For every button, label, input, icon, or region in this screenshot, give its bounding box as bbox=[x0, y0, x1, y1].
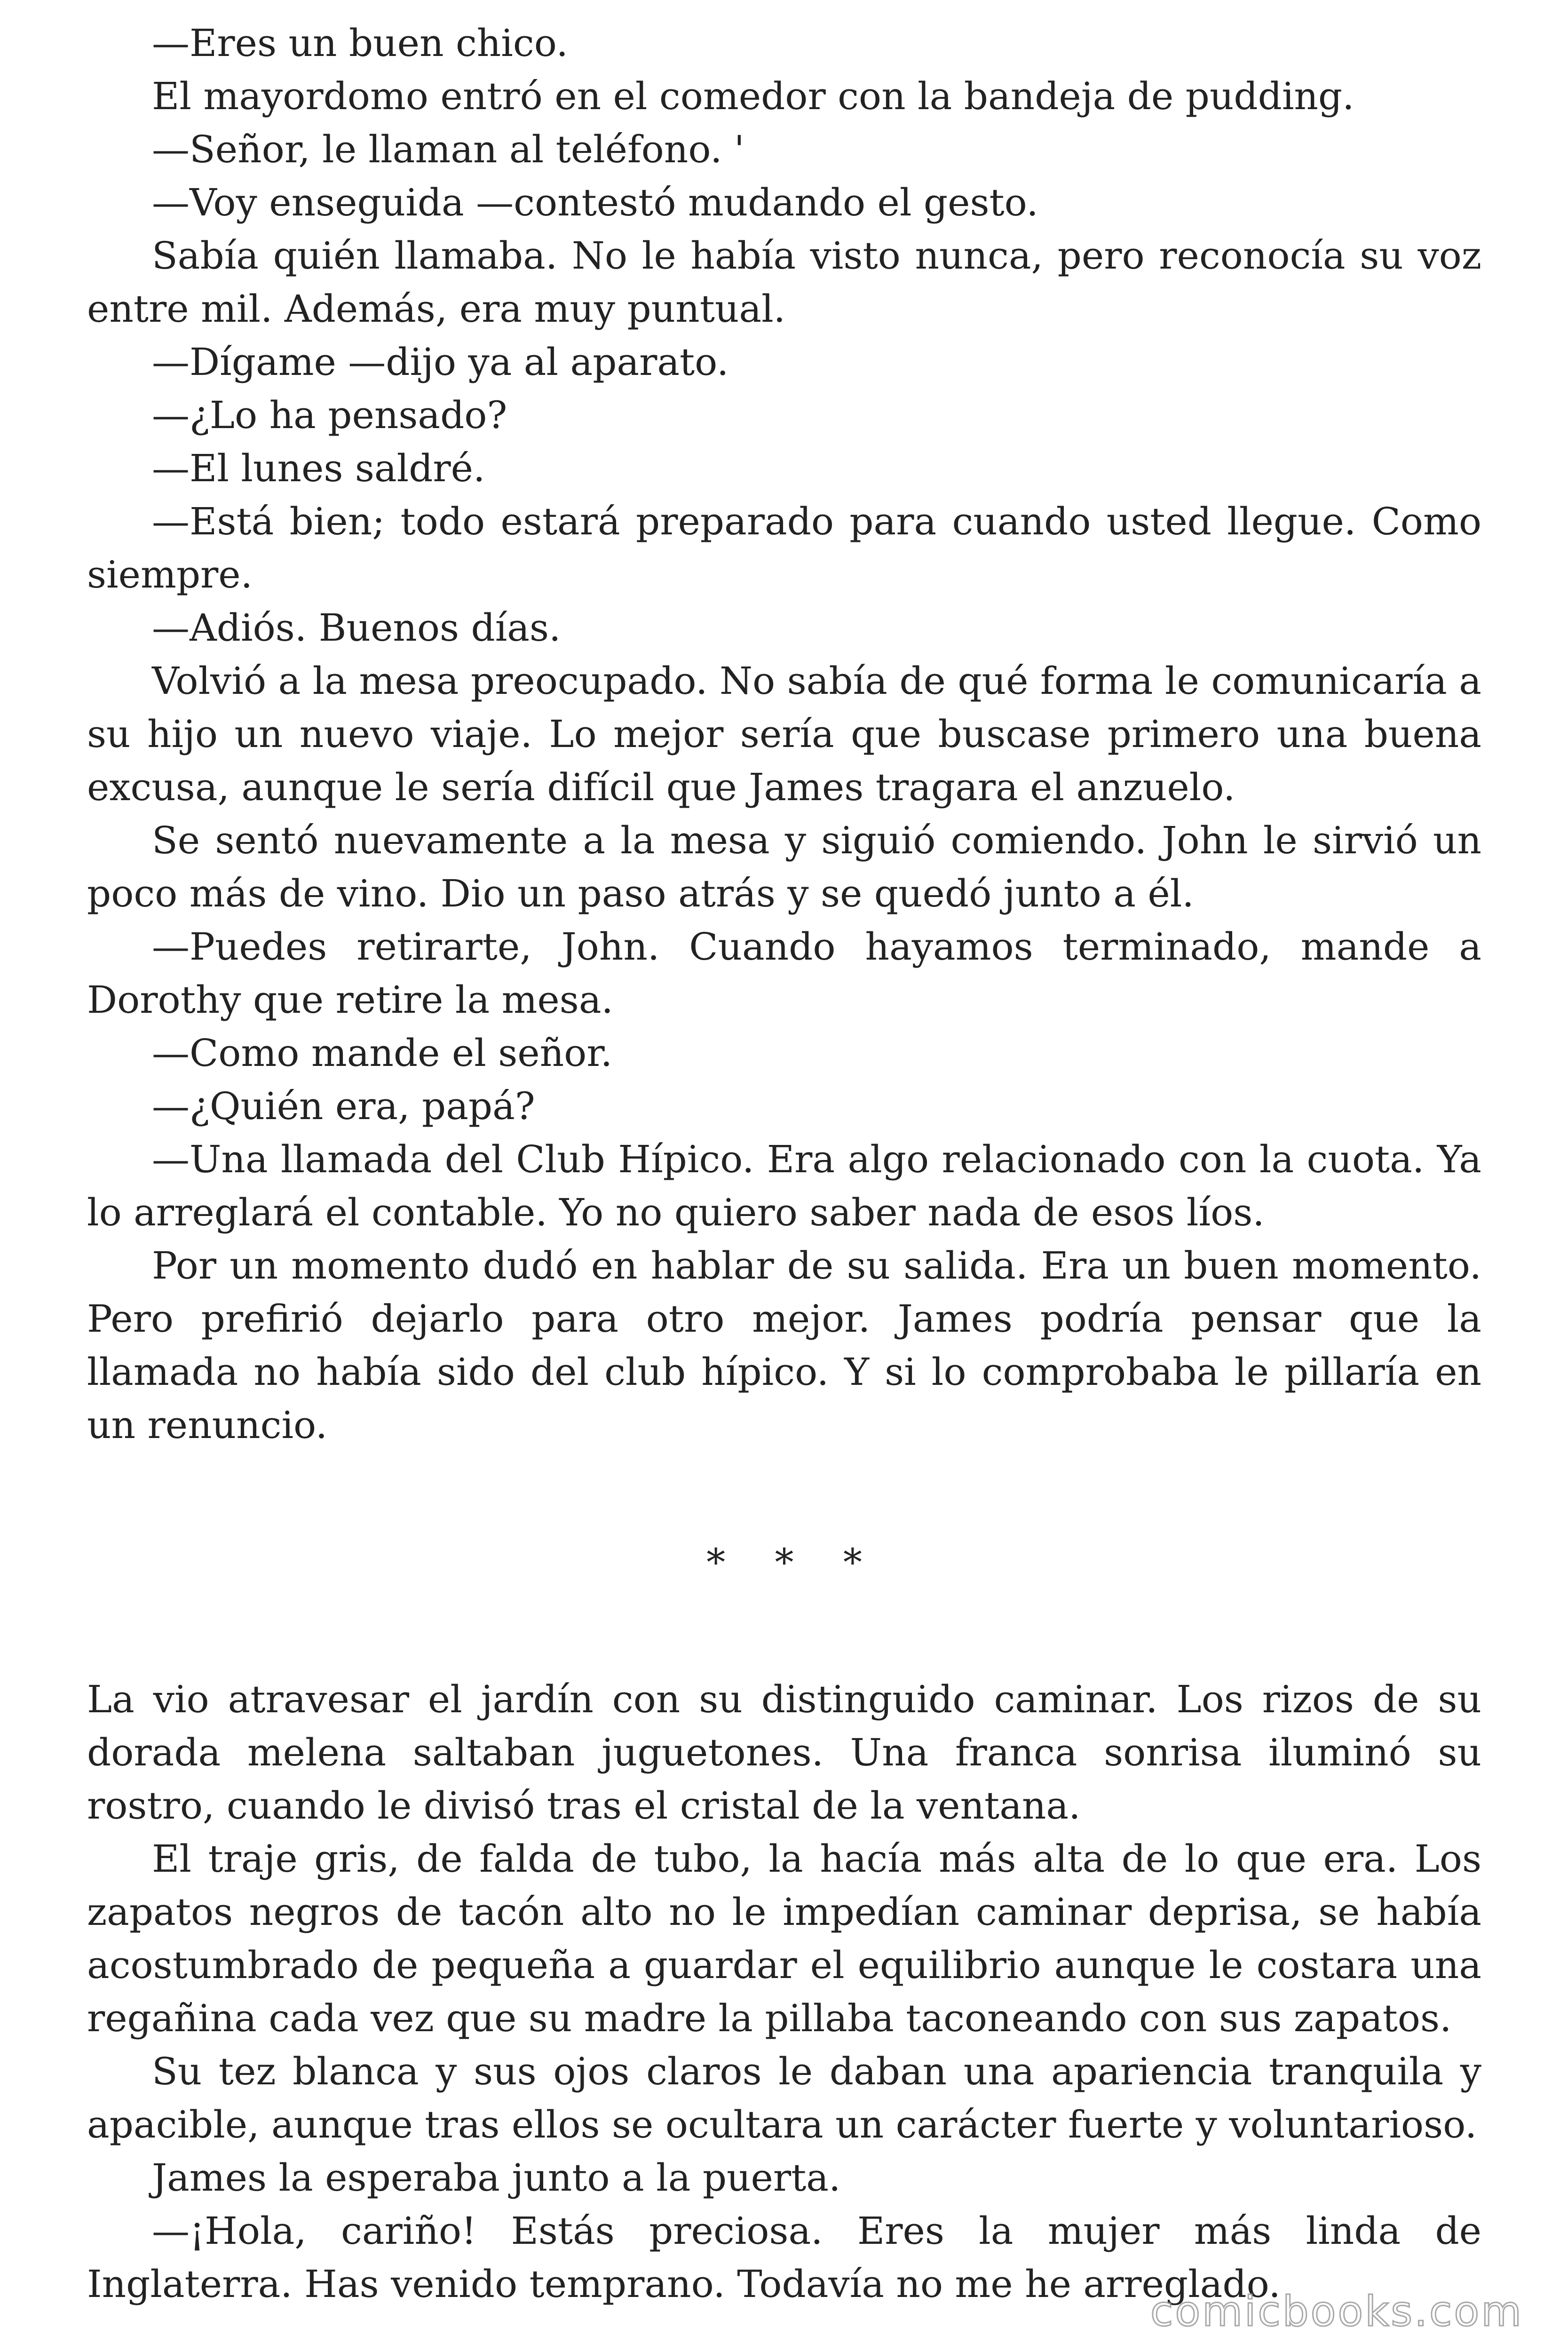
paragraph: —¡Hola, cariño! Estás preciosa. Eres la mujer más linda de Inglaterra. Has venido temprano. Todavía no me he arreglado. bbox=[87, 2209, 1481, 2306]
paragraph: —Está bien; todo estará preparado para cuando usted llegue. Como siempre. bbox=[87, 500, 1481, 596]
section-after bbox=[87, 1673, 1481, 2311]
section-separator: * * * bbox=[706, 1540, 881, 1584]
paragraph: Por un momento dudó en hablar de su salida. Era un buen momento. Pero prefirió dejarlo para otro mejor. James podría pensar que la llamada no había sido del club hípico. Y si lo comprobaba le pillaría en un renuncio. bbox=[87, 1244, 1481, 1447]
paragraph: James la esperaba junto a la puerta. bbox=[152, 2156, 841, 2200]
paragraph: —Como mande el señor. bbox=[152, 1031, 613, 1075]
paragraph: Sabía quién llamaba. No le había visto nunca, pero reconocía su voz entre mil. Además, era muy puntual. bbox=[87, 234, 1481, 331]
paragraph: —Adiós. Buenos días. bbox=[152, 606, 561, 650]
watermark-logo: comicbooks.com bbox=[1150, 2287, 1523, 2336]
paragraph: Su tez blanca y sus ojos claros le daban una apariencia tranquila y apacible, aunque tras ellos se ocultara un carácter fuerte y voluntarioso. bbox=[87, 2050, 1481, 2146]
paragraph: —Señor, le llaman al teléfono. ' bbox=[152, 127, 744, 171]
paragraph: —¿Quién era, papá? bbox=[152, 1084, 535, 1128]
paragraph: —Voy enseguida —contestó mudando el gesto. bbox=[152, 181, 1038, 224]
section-before bbox=[87, 16, 1481, 1452]
paragraph: La vio atravesar el jardín con su distinguido caminar. Los rizos de su dorada melena saltaban juguetones. Una franca sonrisa iluminó su rostro, cuando le divisó tras el cristal de la ventana. bbox=[87, 1677, 1481, 1828]
paragraph: —Dígame —dijo ya al aparato. bbox=[152, 340, 729, 384]
paragraph: —Eres un buen chico. bbox=[152, 21, 568, 65]
paragraph: —El lunes saldré. bbox=[152, 446, 485, 490]
paragraph: —Una llamada del Club Hípico. Era algo relacionado con la cuota. Ya lo arreglará el contable. Yo no quiero saber nada de esos líos. bbox=[87, 1137, 1481, 1234]
document-page bbox=[87, 16, 1481, 2311]
paragraph: Volvió a la mesa preocupado. No sabía de qué forma le comunicaría a su hijo un nuevo viaje. Lo mejor sería que buscase primero una buena excusa, aunque le sería difícil que James tragara el anzuelo. bbox=[87, 659, 1481, 809]
paragraph: Se sentó nuevamente a la mesa y siguió comiendo. John le sirvió un poco más de vino. Dio un paso atrás y se quedó junto a él. bbox=[87, 818, 1481, 915]
paragraph: El mayordomo entró en el comedor con la bandeja de pudding. bbox=[152, 74, 1354, 118]
paragraph: —Puedes retirarte, John. Cuando hayamos terminado, mande a Dorothy que retire la mesa. bbox=[87, 925, 1481, 1022]
paragraph: —¿Lo ha pensado? bbox=[152, 393, 507, 437]
paragraph: El traje gris, de falda de tubo, la hacía más alta de lo que era. Los zapatos negros de tacón alto no le impedían caminar deprisa, se había acostumbrado de pequeña a guardar el equilibrio aunque le costara una regañina cada vez que su madre la pillaba taconeando con sus zapatos. bbox=[87, 1837, 1481, 2040]
